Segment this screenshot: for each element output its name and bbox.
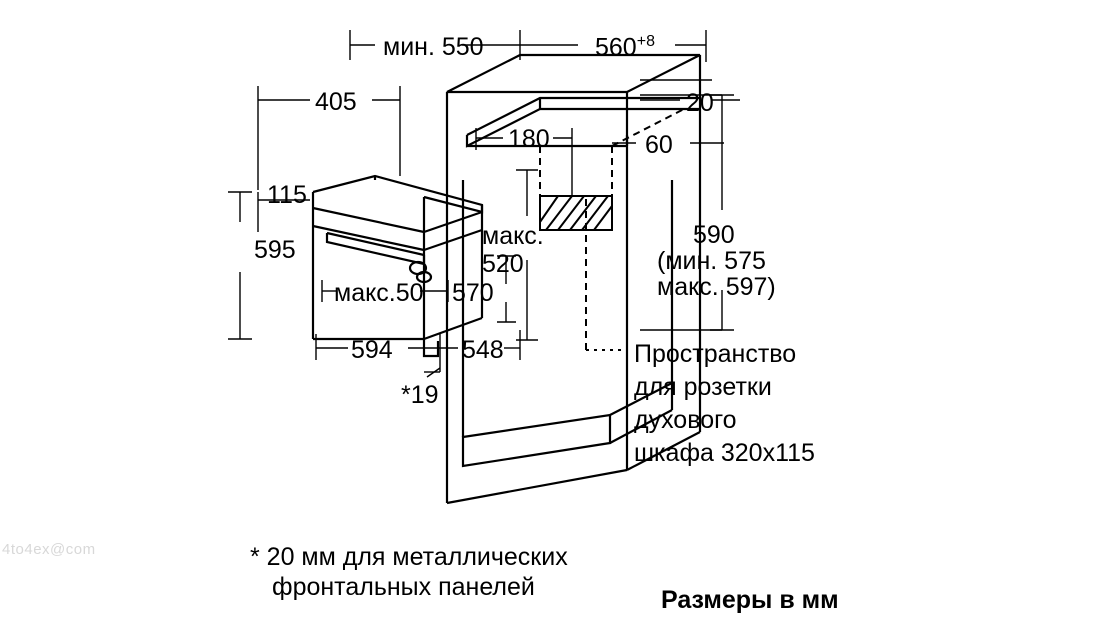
socket-note-line1: Пространство: [634, 340, 797, 368]
dim-label-19: *19: [401, 381, 439, 409]
footnote-line2: фронтальных панелей: [272, 573, 535, 601]
dim-label-min-550: мин. 550: [383, 33, 484, 61]
dim-label-570: 570: [452, 279, 494, 307]
cabinet-floor: [463, 415, 610, 466]
dim-label-594: 594: [351, 336, 393, 364]
dim-label-590: 590: [693, 221, 735, 249]
dim-label-20: 20: [686, 89, 714, 117]
oven-control-divider: [313, 208, 424, 232]
cabinet-top-face: [447, 55, 700, 92]
oven-handle: [327, 233, 424, 255]
oven-top-face: [313, 176, 482, 212]
dim-label-maks-50: макс.50: [334, 279, 424, 307]
dim-label-maks: макс.: [482, 222, 544, 250]
socket-note-line3: духового: [634, 406, 737, 434]
dim-label-60: 60: [645, 131, 673, 159]
socket-note-line2: для розетки: [634, 373, 772, 401]
dim-label-min-575: (мин. 575: [657, 247, 766, 275]
socket-note-line4: шкафа 320х115: [634, 439, 815, 467]
dim-label-180: 180: [508, 125, 550, 153]
dim-label-548: 548: [462, 336, 504, 364]
dim-label-405: 405: [315, 88, 357, 116]
dim-label-115: 115: [267, 181, 307, 209]
dim-label-560: $560^{+8}$: [595, 33, 655, 62]
dim-label-595: 595: [254, 236, 296, 264]
watermark: 4to4ex@com: [2, 541, 96, 558]
dim-label-520: 520: [482, 250, 524, 278]
units-note: Размеры в мм: [661, 586, 839, 614]
dim-label-maks-597: макс. 597): [657, 273, 776, 301]
footnote-line1: * 20 мм для металлических: [250, 543, 568, 571]
